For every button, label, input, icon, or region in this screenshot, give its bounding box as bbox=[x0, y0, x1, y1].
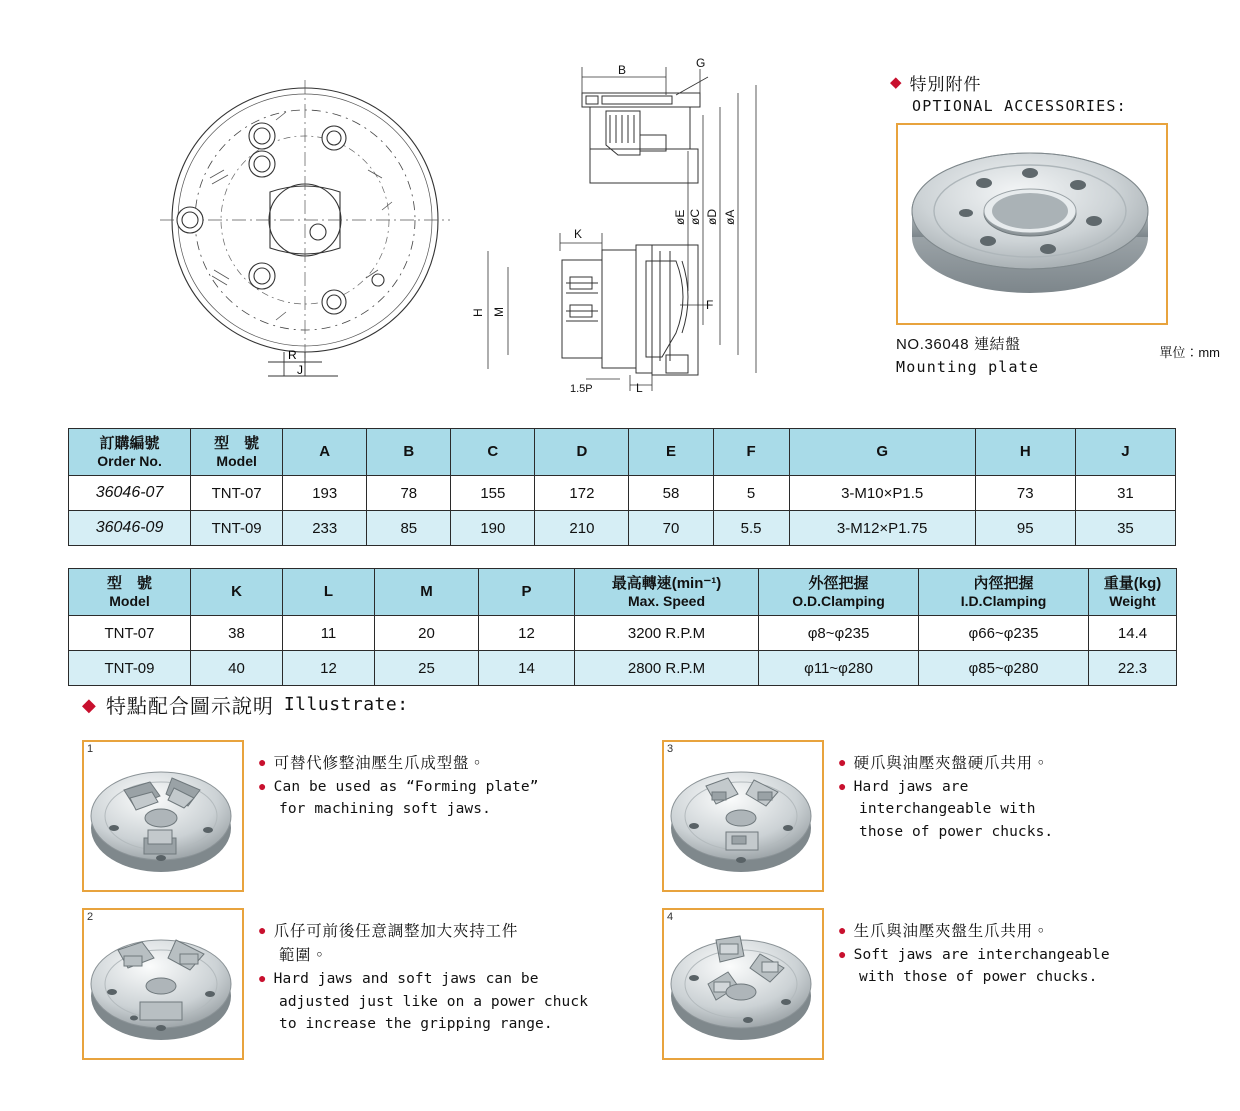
th2-P: P bbox=[479, 569, 575, 616]
cell-order-no: 36046-09 bbox=[69, 511, 191, 546]
th2-weight bbox=[1089, 569, 1177, 616]
th-G: G bbox=[789, 429, 975, 476]
cell2-model: TNT-09 bbox=[69, 651, 191, 686]
th2-model-zh: 型 號 bbox=[106, 575, 152, 593]
cell2-L: 11 bbox=[283, 616, 375, 651]
illustrate-text-1 bbox=[258, 740, 539, 892]
illustrate-item-3 bbox=[662, 740, 1053, 892]
cell-A: 233 bbox=[283, 511, 367, 546]
dim-label-F: F bbox=[706, 298, 714, 312]
th-order-no-en: Order No. bbox=[97, 452, 162, 469]
th2-max-speed-en: Max. Speed bbox=[627, 592, 706, 609]
cell2-od: φ11~φ280 bbox=[759, 651, 919, 686]
illustrate-grid bbox=[82, 740, 1192, 1080]
bullet-dot-icon: ● bbox=[258, 778, 267, 795]
cell2-weight: 14.4 bbox=[1089, 616, 1177, 651]
bullet-dot-icon: ● bbox=[838, 754, 847, 770]
diamond-bullet-icon: ◆ bbox=[890, 74, 902, 91]
th2-model bbox=[69, 569, 191, 616]
unit-note: 單位：mm bbox=[1159, 345, 1220, 360]
cell2-P: 14 bbox=[479, 651, 575, 686]
chuck-photo-1 bbox=[82, 740, 244, 892]
th-J: J bbox=[1075, 429, 1175, 476]
th2-id-clamping bbox=[919, 569, 1089, 616]
th-C: C bbox=[451, 429, 535, 476]
dim-label-H: H bbox=[471, 308, 485, 317]
th-order-no-zh: 訂購編號 bbox=[99, 435, 160, 453]
ill3-en2: interchangeable with bbox=[859, 801, 1036, 818]
cell2-P: 12 bbox=[479, 616, 575, 651]
cell-model: TNT-09 bbox=[191, 511, 283, 546]
cell-C: 155 bbox=[451, 476, 535, 511]
cell-D: 210 bbox=[535, 511, 629, 546]
cell-A: 193 bbox=[283, 476, 367, 511]
th-A: A bbox=[283, 429, 367, 476]
photo-number-1: 1 bbox=[87, 743, 94, 755]
illustrate-heading bbox=[82, 690, 409, 719]
cell-B: 78 bbox=[367, 476, 451, 511]
dim-label-B: B bbox=[618, 63, 627, 77]
optional-title-en: OPTIONAL ACCESSORIES: bbox=[912, 97, 1127, 115]
th2-K: K bbox=[191, 569, 283, 616]
ill4-en2: with those of power chucks. bbox=[859, 969, 1098, 986]
cell-B: 85 bbox=[367, 511, 451, 546]
table1-header-row bbox=[69, 429, 1176, 476]
cell2-L: 12 bbox=[283, 651, 375, 686]
th-model bbox=[191, 429, 283, 476]
cell-F: 5.5 bbox=[713, 511, 789, 546]
cell2-K: 40 bbox=[191, 651, 283, 686]
front-view-drawing bbox=[150, 80, 460, 380]
th-E: E bbox=[629, 429, 713, 476]
table2-header-row bbox=[69, 569, 1177, 616]
dim-label-oE: øE bbox=[673, 209, 687, 225]
photo-number-4: 4 bbox=[667, 911, 674, 923]
dim-label-K: K bbox=[574, 227, 583, 241]
ill3-zh: 硬爪與油壓夾盤硬爪共用。 bbox=[853, 755, 1050, 772]
bullet-dot-icon: ● bbox=[258, 754, 267, 770]
cell2-M: 25 bbox=[375, 651, 479, 686]
th2-od-zh: 外徑把握 bbox=[808, 575, 869, 593]
th2-id-zh: 內徑把握 bbox=[973, 575, 1034, 593]
ill2-en2: adjusted just like on a power chuck bbox=[279, 993, 589, 1010]
cell-D: 172 bbox=[535, 476, 629, 511]
bullet-dot-icon: ● bbox=[838, 778, 847, 795]
th-F: F bbox=[713, 429, 789, 476]
table-row bbox=[69, 616, 1177, 651]
th-model-zh: 型 號 bbox=[214, 435, 260, 453]
bullet-dot-icon: ● bbox=[258, 970, 267, 987]
illustrate-text-4 bbox=[838, 908, 1110, 1060]
illustrate-item-2 bbox=[82, 908, 588, 1060]
illustrate-item-1 bbox=[82, 740, 539, 892]
dim-label-R: R bbox=[288, 348, 297, 362]
ill4-zh: 生爪與油壓夾盤生爪共用。 bbox=[853, 923, 1050, 940]
th-order-no bbox=[69, 429, 191, 476]
cell-H: 73 bbox=[975, 476, 1075, 511]
ill1-en1: Can be used as “Forming plate” bbox=[273, 779, 539, 796]
cell-H: 95 bbox=[975, 511, 1075, 546]
photo-number-3: 3 bbox=[667, 743, 674, 755]
illustrate-text-2 bbox=[258, 908, 588, 1060]
cell2-K: 38 bbox=[191, 616, 283, 651]
th2-max-speed-zh: 最高轉速(min⁻¹) bbox=[611, 575, 722, 593]
ill4-en1: Soft jaws are interchangeable bbox=[853, 947, 1110, 964]
dim-label-oA: øA bbox=[723, 209, 737, 225]
table-row bbox=[69, 511, 1176, 546]
cell-G: 3-M12×P1.75 bbox=[789, 511, 975, 546]
ill1-en2: for machining soft jaws. bbox=[279, 801, 491, 818]
th2-od-en: O.D.Clamping bbox=[792, 592, 885, 609]
th-H: H bbox=[975, 429, 1075, 476]
ill3-en3: those of power chucks. bbox=[859, 823, 1054, 840]
cell2-M: 20 bbox=[375, 616, 479, 651]
section-view-drawing bbox=[470, 55, 810, 395]
bullet-dot-icon: ● bbox=[258, 922, 267, 938]
illustrate-heading-zh: 特點配合圖示說明 bbox=[105, 696, 274, 718]
cell2-model: TNT-07 bbox=[69, 616, 191, 651]
chuck-photo-2 bbox=[82, 908, 244, 1060]
cell-order-no: 36046-07 bbox=[69, 476, 191, 511]
dim-label-oD: øD bbox=[705, 209, 719, 225]
optional-accessories-block bbox=[890, 70, 1220, 376]
th2-id-en: I.D.Clamping bbox=[960, 592, 1047, 609]
chuck-photo-3 bbox=[662, 740, 824, 892]
th2-M: M bbox=[375, 569, 479, 616]
diamond-bullet-icon: ◆ bbox=[82, 694, 96, 715]
illustrate-text-3 bbox=[838, 740, 1053, 892]
th-B: B bbox=[367, 429, 451, 476]
cell-C: 190 bbox=[451, 511, 535, 546]
ill2-en3: to increase the gripping range. bbox=[279, 1015, 553, 1032]
cell2-id: φ66~φ235 bbox=[919, 616, 1089, 651]
th-model-en: Model bbox=[216, 452, 257, 469]
technical-drawing-area bbox=[0, 0, 1240, 420]
cell-F: 5 bbox=[713, 476, 789, 511]
optional-title-zh: 特別附件 bbox=[909, 75, 982, 94]
th2-L: L bbox=[283, 569, 375, 616]
mounting-plate-photo bbox=[896, 123, 1168, 325]
mounting-plate-caption-zh: NO.36048 連結盤 bbox=[896, 336, 1021, 353]
cell-E: 58 bbox=[629, 476, 713, 511]
th2-max-speed bbox=[575, 569, 759, 616]
ill1-zh: 可替代修整油壓生爪成型盤。 bbox=[273, 755, 486, 772]
cell-G: 3-M10×P1.5 bbox=[789, 476, 975, 511]
mounting-plate-caption-en: Mounting plate bbox=[896, 358, 1040, 376]
cell-model: TNT-07 bbox=[191, 476, 283, 511]
th2-weight-zh: 重量(kg) bbox=[1103, 575, 1162, 593]
th2-od-clamping bbox=[759, 569, 919, 616]
cell2-max-speed: 3200 R.P.M bbox=[575, 616, 759, 651]
chuck-photo-4 bbox=[662, 908, 824, 1060]
photo-number-2: 2 bbox=[87, 911, 94, 923]
th2-weight-en: Weight bbox=[1109, 592, 1156, 609]
dim-label-oC: øC bbox=[688, 209, 702, 225]
dim-label-M: M bbox=[492, 307, 506, 317]
illustrate-item-4 bbox=[662, 908, 1110, 1060]
ill2-zh2: 範圍。 bbox=[279, 947, 328, 965]
dimension-table-1 bbox=[68, 428, 1176, 546]
ill3-en1: Hard jaws are bbox=[853, 779, 969, 796]
th-D: D bbox=[535, 429, 629, 476]
bullet-dot-icon: ● bbox=[838, 922, 847, 938]
cell2-id: φ85~φ280 bbox=[919, 651, 1089, 686]
cell2-weight: 22.3 bbox=[1089, 651, 1177, 686]
ill2-zh: 爪仔可前後任意調整加大夾持工件 bbox=[273, 923, 519, 940]
cell-J: 31 bbox=[1075, 476, 1175, 511]
cell-J: 35 bbox=[1075, 511, 1175, 546]
dim-label-L: L bbox=[636, 381, 643, 395]
table-row bbox=[69, 651, 1177, 686]
optional-accessories-heading bbox=[890, 70, 1220, 95]
cell-E: 70 bbox=[629, 511, 713, 546]
cell2-max-speed: 2800 R.P.M bbox=[575, 651, 759, 686]
cell2-od: φ8~φ235 bbox=[759, 616, 919, 651]
dim-label-J: J bbox=[297, 363, 303, 377]
spec-table-2 bbox=[68, 568, 1177, 686]
th2-model-en: Model bbox=[109, 592, 150, 609]
dim-label-G: G bbox=[696, 56, 706, 70]
illustrate-heading-en: Illustrate: bbox=[283, 694, 409, 715]
bullet-dot-icon: ● bbox=[838, 946, 847, 963]
ill2-en1: Hard jaws and soft jaws can be bbox=[273, 971, 539, 988]
table-row bbox=[69, 476, 1176, 511]
dim-label-1.5P: 1.5P bbox=[570, 383, 593, 395]
